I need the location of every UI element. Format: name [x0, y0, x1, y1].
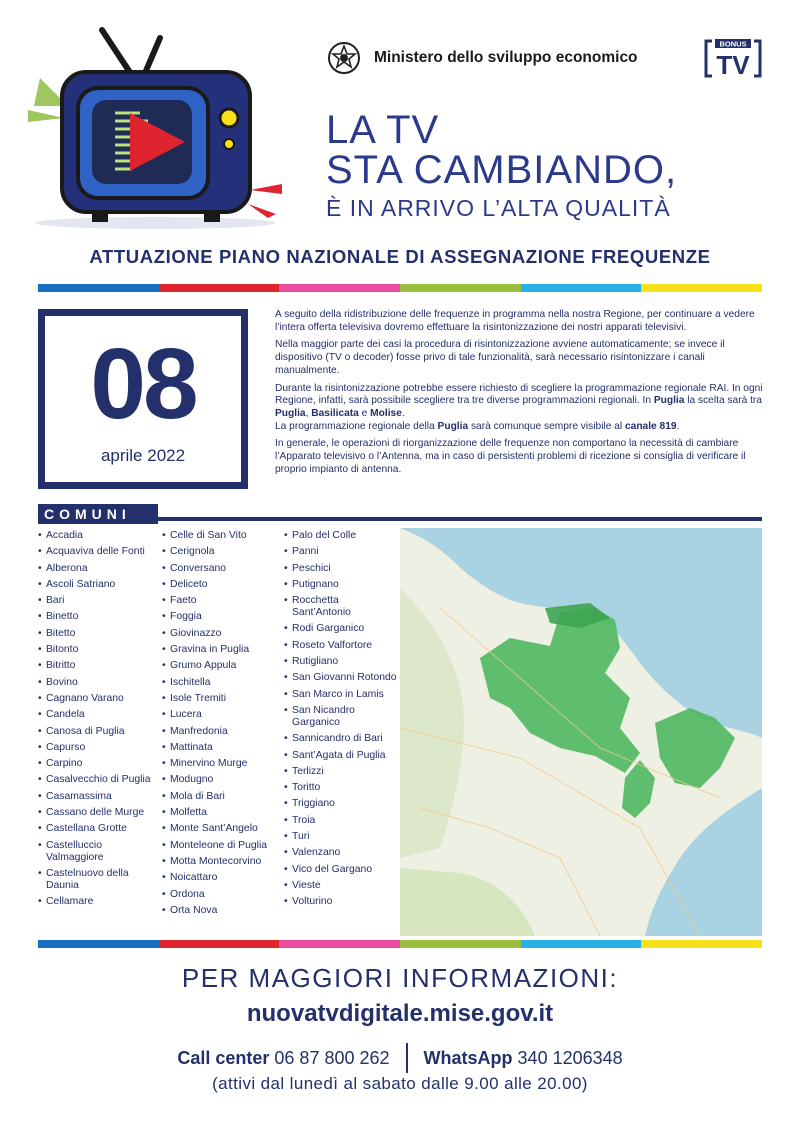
italian-emblem-icon	[326, 39, 362, 77]
comune-item: • Triggiano	[284, 798, 400, 810]
comune-item: • Troia	[284, 815, 400, 827]
comune-item: • Binetto	[38, 611, 160, 623]
comune-item: • Foggia	[162, 611, 286, 623]
comune-item: • Giovinazzo	[162, 628, 286, 640]
paragraph-1: A seguito della ridistribuzione delle frequenze in programma nella nostra Regione, per continuare a vedere l’intera offerta televisiva dovremo effettuare la risintonizzazione dei nostri apparati televisivi.	[275, 309, 755, 333]
comune-item: • Carpino	[38, 758, 160, 770]
comune-item: • Cerignola	[162, 546, 286, 558]
contact-separator	[406, 1043, 408, 1073]
comune-item: • Volturino	[284, 896, 400, 908]
comune-item: • Conversano	[162, 563, 286, 575]
comune-item: • Mola di Bari	[162, 791, 286, 803]
comune-item: • Bitonto	[38, 644, 160, 656]
comune-item: • Rocchetta Sant’Antonio	[284, 595, 400, 619]
comune-item: • Candela	[38, 709, 160, 721]
stripe-segment	[400, 284, 521, 292]
comune-item: • Cagnano Varano	[38, 693, 160, 705]
comune-item: • Vico del Gargano	[284, 864, 400, 876]
headline-line2: STA CAMBIANDO,	[326, 148, 678, 192]
date-month: aprile 2022	[100, 446, 186, 465]
whatsapp-number[interactable]: 340 1206348	[517, 1047, 623, 1068]
comune-item: • Vieste	[284, 880, 400, 892]
ministry-header	[326, 38, 638, 78]
stripe-segment	[400, 940, 521, 948]
bonus-tv-logo	[704, 38, 762, 78]
headline-line1: LA TV	[326, 108, 440, 152]
comune-item: • Sannicandro di Bari	[284, 733, 400, 745]
stripe-segment	[641, 284, 762, 292]
bonus-big-text: TV	[716, 50, 750, 78]
stripe-segment	[279, 284, 400, 292]
stripe-segment	[521, 940, 642, 948]
comune-item: • Modugno	[162, 774, 286, 786]
comune-item: • Sant’Agata di Puglia	[284, 750, 400, 762]
stripe-segment	[38, 940, 159, 948]
comune-item: • Valenzano	[284, 847, 400, 859]
comune-item: • Canosa di Puglia	[38, 726, 160, 738]
comune-item: • Celle di San Vito	[162, 530, 286, 542]
comune-item: • Mattinata	[162, 742, 286, 754]
comuni-column-2	[162, 530, 286, 921]
comune-item: • Rutigliano	[284, 656, 400, 668]
headline-line3: È IN ARRIVO L’ALTA QUALITÀ	[326, 195, 671, 221]
comune-item: • Accadia	[38, 530, 160, 542]
stripe-segment	[159, 940, 280, 948]
comune-item: • Lucera	[162, 709, 286, 721]
comune-item: • Palo del Colle	[284, 530, 400, 542]
comune-item: • Toritto	[284, 782, 400, 794]
comune-item: • Casamassima	[38, 791, 160, 803]
comune-item: • San Marco in Lamis	[284, 689, 400, 701]
bonus-small-text: BONUS	[719, 39, 747, 49]
comune-item: • Terlizzi	[284, 766, 400, 778]
comune-item: • Bitetto	[38, 628, 160, 640]
comune-item: • Bovino	[38, 677, 160, 689]
comune-item: • Panni	[284, 546, 400, 558]
comune-item: • Bitritto	[38, 660, 160, 672]
comune-item: • San Nicandro Garganico	[284, 705, 400, 729]
paragraph-3: Durante la risintonizzazione potrebbe essere richiesto di scegliere la programmazione regionale RAI. In ogni Regione, infatti, sarà possibile scegliere tra tre diverse programmazioni regionali. In Puglia la scelta sarà tra Puglia, Basilicata e Molise. La programmazione regionale della Puglia sarà comunque sempre visibile al canale 819.	[275, 382, 763, 432]
website-link[interactable]: nuovatvdigitale.mise.gov.it	[246, 1000, 554, 1027]
ministry-name: Ministero dello sviluppo economico	[374, 49, 638, 66]
stripe-segment	[521, 284, 642, 292]
comuni-divider	[158, 517, 762, 521]
info-text	[275, 309, 767, 481]
comune-item: • Castelluccio Valmaggiore	[38, 840, 160, 864]
comune-item: • Ischitella	[162, 677, 286, 689]
comune-item: • Capurso	[38, 742, 160, 754]
comune-item: • Faeto	[162, 595, 286, 607]
comune-item: • Bari	[38, 595, 160, 607]
comune-item: • Cellamare	[38, 896, 160, 908]
stripe-segment	[38, 284, 159, 292]
comune-item: • Monte Sant’Angelo	[162, 823, 286, 835]
comune-item: • Acquaviva delle Fonti	[38, 546, 160, 558]
comune-item: • Deliceto	[162, 579, 286, 591]
contact-line	[0, 1043, 800, 1073]
subtitle: ATTUAZIONE PIANO NAZIONALE DI ASSEGNAZIONE FREQUENZE	[89, 246, 711, 267]
callcenter-label: Call center	[177, 1047, 270, 1068]
callcenter-number[interactable]: 06 87 800 262	[274, 1047, 390, 1068]
comune-item: • Castellana Grotte	[38, 823, 160, 835]
comune-item: • Casalvecchio di Puglia	[38, 774, 160, 786]
comune-item: • Ordona	[162, 889, 286, 901]
whatsapp-label: WhatsApp	[423, 1047, 513, 1068]
service-hours: (attivi dal lunedì al sabato dalle 9.00 alle 20.00)	[212, 1074, 588, 1093]
comune-item: • Motta Montecorvino	[162, 856, 286, 868]
comune-item: • Grumo Appula	[162, 660, 286, 672]
stripe-segment	[159, 284, 280, 292]
comuni-label: COMUNI	[38, 504, 158, 524]
color-stripe-top	[38, 284, 762, 292]
comune-item: • Isole Tremiti	[162, 693, 286, 705]
comune-item: • Manfredonia	[162, 726, 286, 738]
footer-title: PER MAGGIORI INFORMAZIONI:	[181, 963, 619, 993]
comune-item: • Peschici	[284, 563, 400, 575]
comune-item: • San Giovanni Rotondo	[284, 672, 400, 684]
paragraph-4: In generale, le operazioni di riorganizzazione delle frequenze non comportano la necessità di cambiare l’Apparato televisivo o l’Antenna, ma in caso di persistenti problemi di ricezione si consiglia di verificare il proprio impianto di antenna.	[275, 438, 746, 475]
comune-item: • Orta Nova	[162, 905, 286, 917]
comuni-column-3	[284, 530, 400, 913]
comuni-column-1	[38, 530, 160, 913]
comune-item: • Rodi Garganico	[284, 623, 400, 635]
date-box	[38, 309, 248, 489]
headline	[326, 110, 776, 222]
comune-item: • Castelnuovo della Daunia	[38, 868, 160, 892]
stripe-segment	[641, 940, 762, 948]
comune-item: • Noicattaro	[162, 872, 286, 884]
comune-item: • Cassano delle Murge	[38, 807, 160, 819]
comune-item: • Turi	[284, 831, 400, 843]
comuni-header	[38, 504, 762, 524]
paragraph-2: Nella maggior parte dei casi la procedura di risintonizzazione avviene automaticamente; se invece il dispositivo (TV o decoder) fosse privo di tale funzionalità, sarà necessario risintonizzare i canali manualmente.	[275, 339, 725, 376]
coverage-map	[400, 528, 762, 936]
comune-item: • Gravina in Puglia	[162, 644, 286, 656]
comune-item: • Minervino Murge	[162, 758, 286, 770]
comune-item: • Molfetta	[162, 807, 286, 819]
comune-item: • Putignano	[284, 579, 400, 591]
comune-item: • Monteleone di Puglia	[162, 840, 286, 852]
comune-item: • Alberona	[38, 563, 160, 575]
comune-item: • Ascoli Satriano	[38, 579, 160, 591]
stripe-segment	[279, 940, 400, 948]
date-day: 08	[90, 328, 196, 440]
color-stripe-bottom	[38, 940, 762, 948]
tv-illustration	[20, 18, 290, 233]
comune-item: • Roseto Valfortore	[284, 640, 400, 652]
